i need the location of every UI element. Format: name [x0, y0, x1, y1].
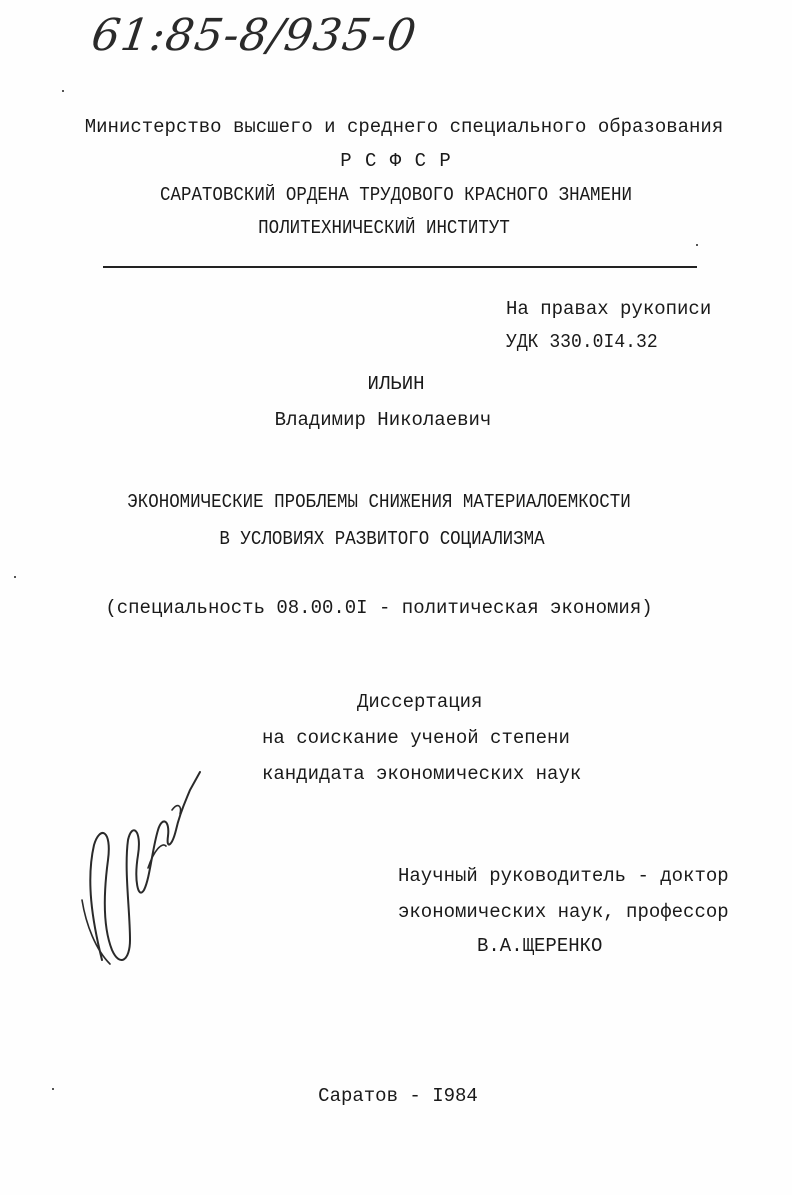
- supervisor-line-1: Научный руководитель - доктор: [398, 865, 729, 887]
- degree-line-1: на соискание ученой степени: [262, 727, 570, 749]
- institute-line-2: ПОЛИТЕХНИЧЕСКИЙ ИНСТИТУТ: [258, 217, 510, 239]
- title-line-1: ЭКОНОМИЧЕСКИЕ ПРОБЛЕМЫ СНИЖЕНИЯ МАТЕРИАЛОЕМКОСТИ: [127, 491, 631, 513]
- institute-line-1: САРАТОВСКИЙ ОРДЕНА ТРУДОВОГО КРАСНОГО ЗНАМЕНИ: [159, 184, 633, 206]
- paper-speck: [62, 90, 64, 92]
- manuscript-rights: На правах рукописи: [506, 298, 712, 320]
- handwritten-archive-number: 61:85-8/935-0: [88, 10, 420, 61]
- republic-line: Р С Ф С Р: [340, 150, 452, 172]
- title-line-2: В УСЛОВИЯХ РАЗВИТОГО СОЦИАЛИЗМА: [219, 528, 545, 550]
- place-and-year: Саратов - I984: [318, 1085, 478, 1107]
- paper-speck: [52, 1088, 54, 1090]
- degree-line-2: кандидата экономических наук: [262, 763, 582, 785]
- author-surname: ИЛЬИН: [367, 373, 425, 395]
- supervisor-name: В.А.ЩЕРЕНКО: [477, 935, 603, 957]
- udc-code: УДК 330.0I4.32: [506, 331, 658, 353]
- dissertation-label: Диссертация: [357, 691, 483, 713]
- paper-speck: [14, 576, 16, 578]
- handwritten-signature: [72, 750, 212, 980]
- supervisor-line-2: экономических наук, профессор: [398, 901, 729, 923]
- specialty-line: (специальность 08.00.0I - политическая экономия): [105, 597, 653, 619]
- header-divider: [103, 266, 697, 268]
- ministry-line: Министерство высшего и среднего специального образования: [84, 116, 724, 138]
- author-given-names: Владимир Николаевич: [274, 409, 492, 431]
- paper-speck: [696, 244, 698, 246]
